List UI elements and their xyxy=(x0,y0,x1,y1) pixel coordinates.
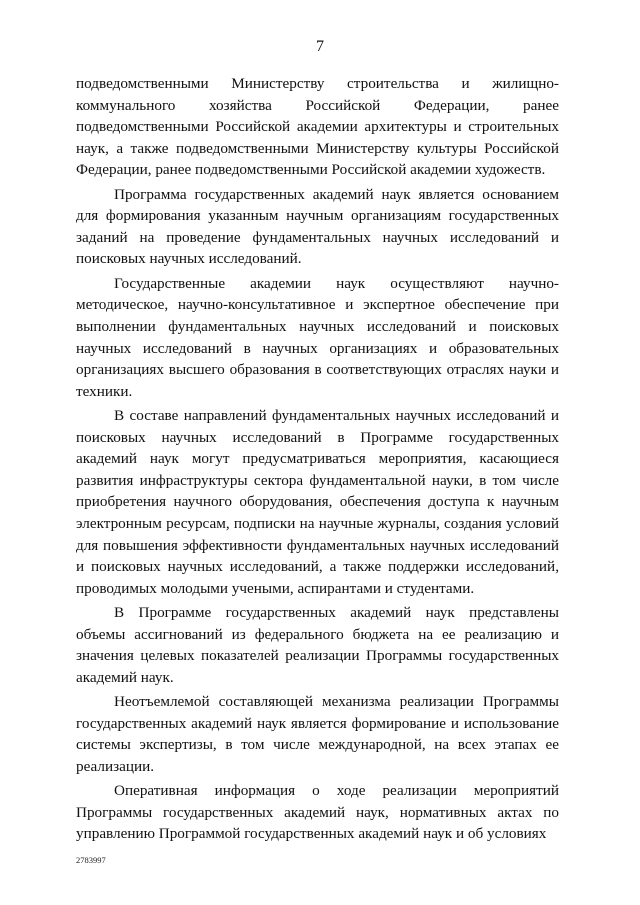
document-body xyxy=(76,73,559,848)
page-number: 7 xyxy=(316,38,324,55)
paragraph-continuation: подведомственными Министерству строительства и жилищно-коммунального хозяйства Российской Федерации, ранее подведомственными Российской академии архитектуры и строительных наук, а также подведомственными Министерству культуры Российской Федерации, ранее подведомственными Российской академии художеств. xyxy=(76,75,559,179)
paragraph: Государственные академии наук осуществляют научно-методическое, научно-консультативное и экспертное обеспечение при выполнении фундаментальных научных исследований и поисковых научных исследований в научных организациях и образовательных организациях высшего образования в соответствующих отраслях науки и техники. xyxy=(76,274,559,400)
paragraph: В составе направлений фундаментальных научных исследований и поисковых научных исследований в Программе государственных академий наук могут предусматриваться мероприятия, касающиеся развития инфраструктуры сектора фундаментальной науки, в том числе приобретения научного оборудования, обеспечения доступа к научным электронным ресурсам, подписки на научные журналы, создания условий для повышения эффективности фундаментальных научных исследований и поисковых научных исследований, а также поддержки исследований, проводимых молодыми учеными, аспирантами и студентами. xyxy=(76,406,559,597)
paragraph: Неотъемлемой составляющей механизма реализации Программы государственных академий наук является формирование и использование системы экспертизы, в том числе международной, на всех этапах ее реализации. xyxy=(76,693,559,775)
document-code: 2783997 xyxy=(76,855,106,865)
paragraph: Программа государственных академий наук является основанием для формирования указанным научным организациям государственных заданий на проведение фундаментальных научных исследований и поисковых научных исследований. xyxy=(76,185,559,268)
paragraph: В Программе государственных академий наук представлены объемы ассигнований из федерального бюджета на ее реализацию и значения целевых показателей реализации Программы государственных академий наук. xyxy=(76,604,559,686)
paragraph: Оперативная информация о ходе реализации мероприятий Программы государственных академий наук, нормативных актах по управлению Программой государственных академий наук и об условиях xyxy=(76,782,559,843)
